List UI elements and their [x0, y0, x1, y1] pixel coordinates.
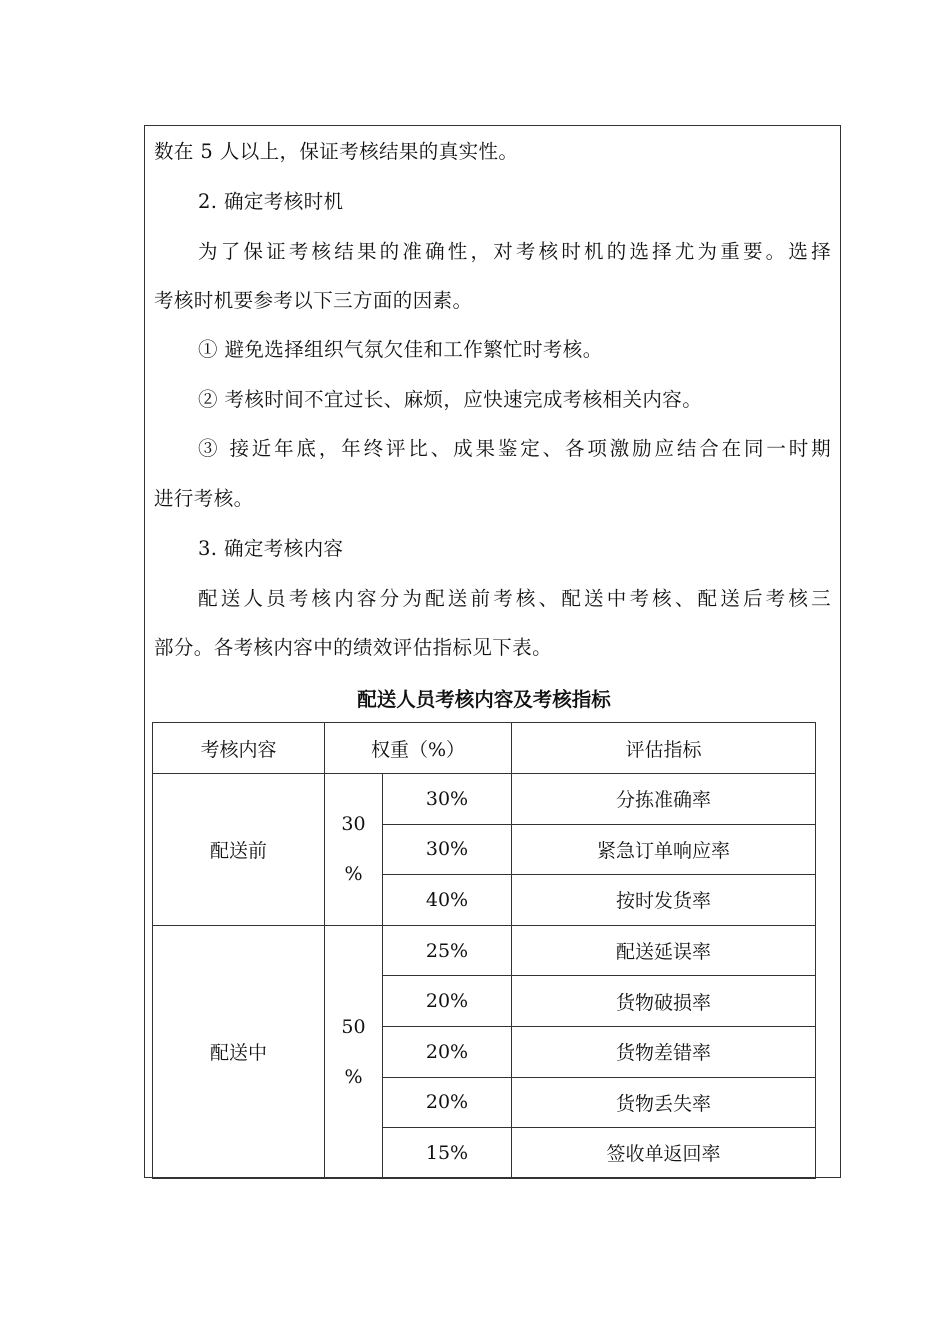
table-header-row [153, 723, 816, 774]
group-weight-unit: % [344, 863, 363, 886]
row-weight: 15% [383, 1128, 512, 1179]
row-indicator: 货物破损率 [512, 976, 816, 1027]
row-indicator: 货物丢失率 [512, 1077, 816, 1128]
group-weight [325, 774, 383, 926]
table-row [153, 925, 816, 976]
row-weight: 30% [383, 824, 512, 875]
row-weight: 20% [383, 1026, 512, 1077]
row-indicator: 货物差错率 [512, 1026, 816, 1077]
row-weight: 40% [383, 875, 512, 926]
paragraph-line: 考核时机要参考以下三方面的因素。 [154, 289, 473, 312]
assessment-table [152, 722, 816, 1179]
paragraph-line: 配送人员考核内容分为配送前考核、配送中考核、配送后考核三 [198, 587, 831, 610]
row-indicator: 紧急订单响应率 [512, 824, 816, 875]
row-indicator: 签收单返回率 [512, 1128, 816, 1179]
group-weight-number: 30 [341, 813, 366, 836]
paragraph-line: 部分。各考核内容中的绩效评估指标见下表。 [154, 636, 553, 659]
header-content: 考核内容 [153, 723, 325, 774]
paragraph-line: 数在 5 人以上，保证考核结果的真实性。 [154, 140, 519, 163]
row-weight: 20% [383, 1077, 512, 1128]
table-title: 配送人员考核内容及考核指标 [357, 688, 611, 711]
group-weight-number: 50 [341, 1015, 366, 1038]
group-name: 配送中 [153, 925, 325, 1178]
row-indicator: 按时发货率 [512, 875, 816, 926]
group-name: 配送前 [153, 774, 325, 926]
row-indicator: 分拣准确率 [512, 774, 816, 825]
section-heading: 3. 确定考核内容 [198, 537, 344, 560]
row-weight: 30% [383, 774, 512, 825]
table-row [153, 774, 816, 825]
paragraph-line: 为了保证考核结果的准确性，对考核时机的选择尤为重要。选择 [198, 240, 831, 263]
group-weight [325, 925, 383, 1178]
row-indicator: 配送延误率 [512, 925, 816, 976]
row-weight: 20% [383, 976, 512, 1027]
header-indicator: 评估指标 [512, 723, 816, 774]
paragraph-line: 进行考核。 [154, 487, 254, 510]
list-item: ② 考核时间不宜过长、麻烦，应快速完成考核相关内容。 [198, 388, 703, 411]
group-weight-unit: % [344, 1065, 363, 1088]
list-item: ① 避免选择组织气氛欠佳和工作繁忙时考核。 [198, 338, 603, 361]
section-heading: 2. 确定考核时机 [198, 190, 344, 213]
header-weight: 权重（%） [325, 723, 512, 774]
list-item: ③ 接近年底，年终评比、成果鉴定、各项激励应结合在同一时期 [198, 437, 831, 460]
row-weight: 25% [383, 925, 512, 976]
